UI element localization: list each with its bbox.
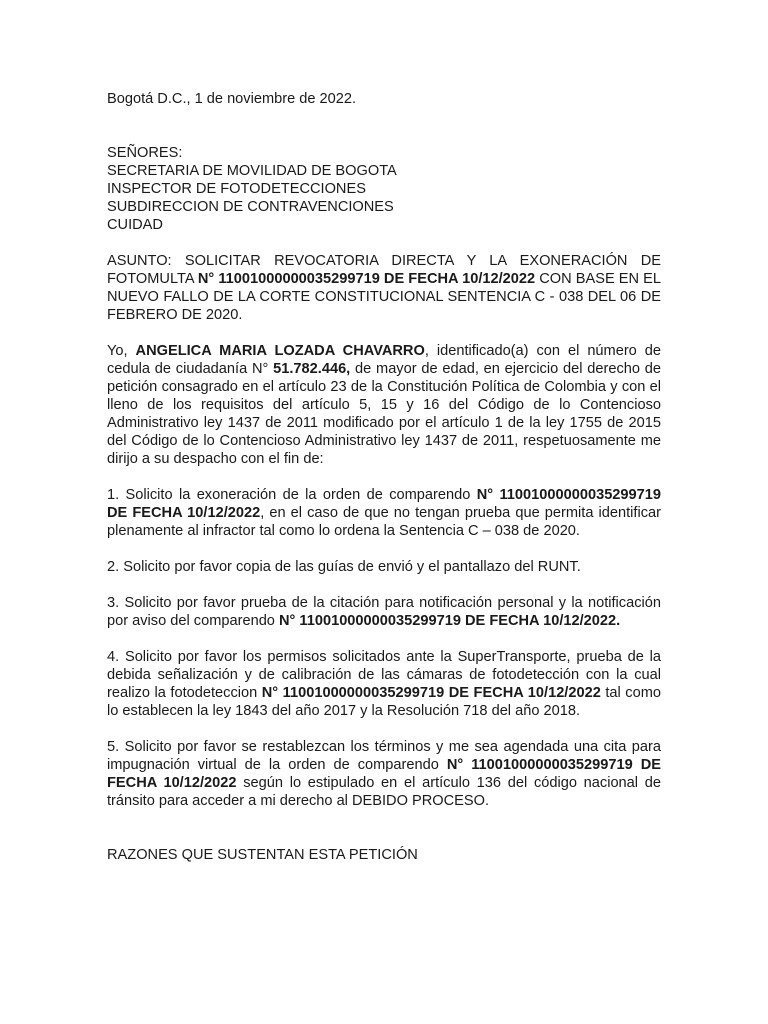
- recipient-line: SEÑORES:: [107, 145, 183, 161]
- fine-reference: N° 11001000000035299719 DE FECHA 10/12/2022: [261, 685, 601, 701]
- intro-text: de mayor de edad, en ejercicio del derecho de petición consagrado en el artículo 23 de la Constitución Política de Colombia y con el lleno de los requisitos del artículo 5, 15 y 16 del Código de lo Contencioso Administrativo ley 1437 de 2011 modificado por el artículo 1 de la ley 1755 de 2015 del Código de lo Contencioso Administrativo ley 1437 de 2011, respetuosamente me dirijo a su despacho con el fin de:: [107, 361, 661, 467]
- intro-text: Yo,: [107, 343, 136, 359]
- section-heading: RAZONES QUE SUSTENTAN ESTA PETICIÓN: [107, 847, 418, 863]
- recipient-line: INSPECTOR DE FOTODETECCIONES: [107, 181, 366, 197]
- letter-body: [107, 90, 661, 864]
- intro-paragraph: [107, 342, 661, 468]
- item-text: tal como lo establecen la ley 1843 del año 2017 y la Resolución 718 del año 2018.: [107, 685, 661, 719]
- recipients-block: [107, 144, 661, 234]
- recipient-line: SECRETARIA DE MOVILIDAD DE BOGOTA: [107, 163, 397, 179]
- subject-text: ASUNTO: SOLICITAR REVOCATORIA DIRECTA Y LA EXONERACIÓN DE FOTOMULTA: [107, 253, 661, 287]
- item-text: 1. Solicito la exoneración de la orden de comparendo: [107, 487, 477, 503]
- fine-reference: N° 11001000000035299719 DE FECHA 10/12/2022: [107, 487, 662, 521]
- subject-paragraph: [107, 252, 661, 324]
- request-item-4: [107, 648, 661, 720]
- recipient-line: SUBDIRECCION DE CONTRAVENCIONES: [107, 199, 394, 215]
- date-line: Bogotá D.C., 1 de noviembre de 2022.: [107, 91, 357, 107]
- item-text: según lo estipulado en el artículo 136 del código nacional de tránsito para acceder a mi derecho al DEBIDO PROCESO.: [107, 775, 661, 809]
- id-number: 51.782.446,: [273, 361, 351, 377]
- item-text: 3. Solicito por favor prueba de la citación para notificación personal y la notificación por aviso del comparendo: [107, 595, 661, 629]
- request-item-3: [107, 594, 661, 630]
- request-item-1: [107, 486, 661, 540]
- item-text: , en el caso de que no tengan prueba que permita identificar plenamente al infractor tal como lo ordena la Sentencia C – 038 de 2020.: [107, 505, 661, 539]
- item-text: 4. Solicito por favor los permisos solicitados ante la SuperTransporte, prueba de la debida señalización y de calibración de las cámaras de fotodetección con la cual realizo la fotodeteccion: [107, 649, 661, 701]
- item-text: 2. Solicito por favor copia de las guías de envió y el pantallazo del RUNT.: [107, 559, 581, 575]
- petitioner-name: ANGELICA MARIA LOZADA CHAVARRO: [135, 343, 425, 359]
- recipient-line: CUIDAD: [107, 217, 163, 233]
- subject-text: CON BASE EN EL NUEVO FALLO DE LA CORTE CONSTITUCIONAL SENTENCIA C - 038 DEL 06 DE FEBRERO DE 2020.: [107, 271, 662, 323]
- fine-reference: N° 11001000000035299719 DE FECHA 10/12/2022.: [278, 613, 621, 629]
- item-text: 5. Solicito por favor se restablezcan los términos y me sea agendada una cita para impugnación virtual de la orden de comparendo: [107, 739, 661, 773]
- request-item-2: [107, 558, 661, 576]
- subject-fine-reference: N° 11001000000035299719 DE FECHA 10/12/2022: [197, 271, 536, 287]
- request-item-5: [107, 738, 661, 810]
- intro-text: , identificado(a) con el número de cedula de ciudadanía N°: [107, 343, 662, 377]
- fine-reference: N° 11001000000035299719 DE FECHA 10/12/2022: [107, 757, 661, 791]
